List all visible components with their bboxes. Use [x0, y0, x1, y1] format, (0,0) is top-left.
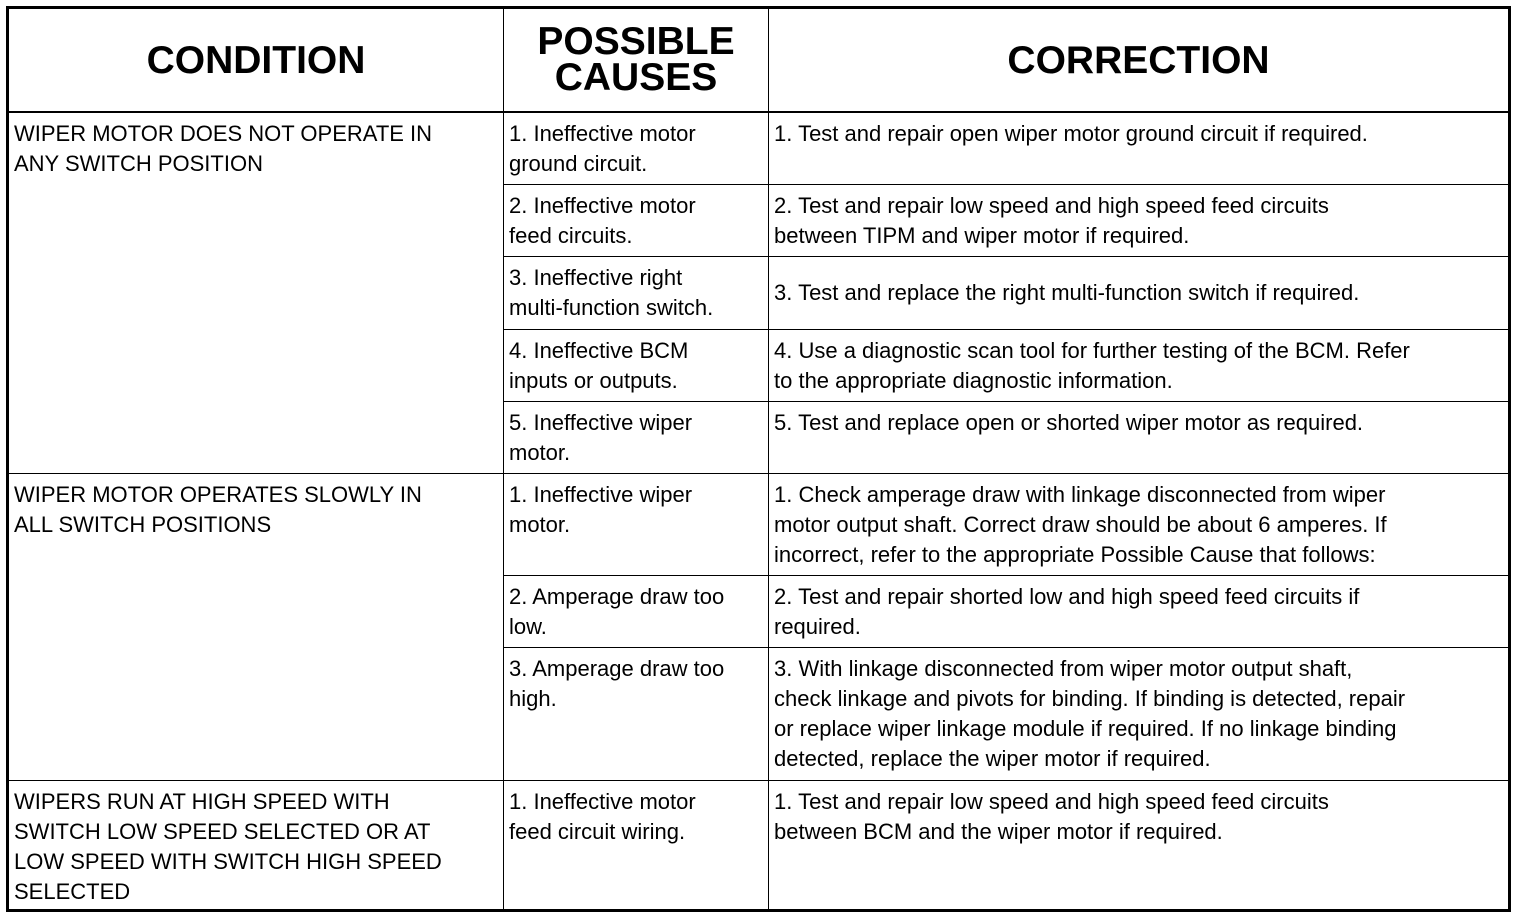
table-row — [8, 473, 1510, 575]
header-correction: CORRECTION — [769, 8, 1510, 113]
correction-cell: 5. Test and replace open or shorted wiper motor as required. — [769, 401, 1510, 473]
header-condition: CONDITION — [8, 8, 504, 113]
condition-cell: WIPERS RUN AT HIGH SPEED WITH SWITCH LOW SPEED SELECTED OR AT LOW SPEED WITH SWITCH HIGH SPEED SELECTED — [8, 780, 504, 910]
cause-cell: 2. Ineffective motor feed circuits. — [504, 184, 769, 256]
correction-cell: 1. Test and repair low speed and high speed feed circuits between BCM and the wiper motor if required. — [769, 780, 1510, 910]
correction-cell: 3. With linkage disconnected from wiper motor output shaft, check linkage and pivots for binding. If binding is detected, repair or replace wiper linkage module if required. If no linkage binding detected, replace the wiper motor if required. — [769, 647, 1510, 780]
cause-cell: 3. Ineffective right multi-function switch. — [504, 256, 769, 329]
cause-cell: 4. Ineffective BCM inputs or outputs. — [504, 329, 769, 401]
cause-cell: 1. Ineffective motor ground circuit. — [504, 112, 769, 184]
correction-cell: 2. Test and repair low speed and high speed feed circuits between TIPM and wiper motor if required. — [769, 184, 1510, 256]
cause-cell: 5. Ineffective wiper motor. — [504, 401, 769, 473]
diagnosis-table — [6, 6, 1511, 912]
cause-cell: 2. Amperage draw too low. — [504, 575, 769, 647]
correction-cell: 1. Test and repair open wiper motor ground circuit if required. — [769, 112, 1510, 184]
cause-cell: 1. Ineffective wiper motor. — [504, 473, 769, 575]
correction-cell: 1. Check amperage draw with linkage disconnected from wiper motor output shaft. Correct draw should be about 6 amperes. If incorrect, refer to the appropriate Possible Cause that follows: — [769, 473, 1510, 575]
cause-cell: 1. Ineffective motor feed circuit wiring. — [504, 780, 769, 910]
header-possible-causes: POSSIBLE CAUSES — [504, 8, 769, 113]
correction-cell: 2. Test and repair shorted low and high speed feed circuits if required. — [769, 575, 1510, 647]
cause-cell: 3. Amperage draw too high. — [504, 647, 769, 780]
correction-cell: 4. Use a diagnostic scan tool for further testing of the BCM. Refer to the appropriate diagnostic information. — [769, 329, 1510, 401]
correction-cell: 3. Test and replace the right multi-function switch if required. — [769, 256, 1510, 329]
table-row — [8, 780, 1510, 910]
condition-cell: WIPER MOTOR OPERATES SLOWLY IN ALL SWITCH POSITIONS — [8, 473, 504, 780]
condition-cell: WIPER MOTOR DOES NOT OPERATE IN ANY SWITCH POSITION — [8, 112, 504, 473]
table-row — [8, 112, 1510, 184]
header-row — [8, 8, 1510, 113]
